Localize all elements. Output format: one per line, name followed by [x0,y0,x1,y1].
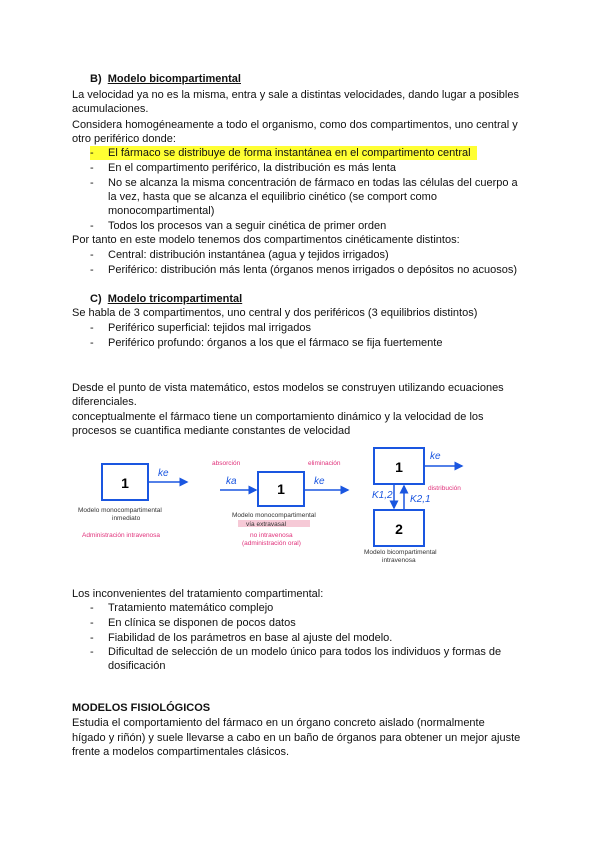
paragraph: Se habla de 3 compartimentos, uno central y dos periféricos (3 equilibrios distintos) [72,307,478,319]
list-item-text: No se alcanza la misma concentración de fármaco en todas las células del cuerpo a [108,177,518,189]
list-item: - No se alcanza la misma concentración de fármaco en todas las células del cuerpo a [90,177,518,189]
list-item: - Central: distribución instantánea (agua y tejidos irrigados) [90,249,389,261]
paragraph: otro periférico donde: [72,133,176,145]
list-item-text: Periférico superficial: tejidos mal irrigados [108,322,311,334]
list-item-text: Periférico: distribución más lenta (órganos menos irrigados o depósitos no acuosos) [108,264,518,276]
list-item-cont: monocompartimental) [108,205,215,217]
model-caption: inmediato [112,515,141,522]
rate-constant-label: K1,2 [372,490,393,501]
compartment-number: 1 [121,475,129,491]
list-item: - En clínica se disponen de pocos datos [90,617,296,629]
list-item: - Dificultad de selección de un modelo único para todos los individuos y formas de [90,646,502,658]
list-item: - Todos los procesos van a seguir cinética de primer orden [90,220,387,232]
list-item-text: Central: distribución instantánea (agua y tejidos irrigados) [108,249,389,261]
paragraph: diferenciales. [72,396,137,408]
section-b-title: Modelo bicompartimental [107,73,241,85]
list-item: - Fiabilidad de los parámetros en base al ajuste del modelo. [90,632,393,644]
list-item-text: Fiabilidad de los parámetros en base al ajuste del modelo. [108,632,393,644]
paragraph: frente a modelos compartimentales clásicos. [72,746,290,758]
list-item: - Tratamiento matemático complejo [90,602,274,614]
section-c-heading [90,292,242,306]
paragraph: Desde el punto de vista matemático, estos modelos se construyen utilizando ecuaciones [72,382,504,394]
paragraph: Los inconvenientes del tratamiento compartimental: [72,588,324,600]
paragraph: procesos se cuantifica mediante constantes de velocidad [72,425,351,437]
list-item-text: El fármaco se distribuye de forma instantánea en el compartimento central [108,147,471,159]
paragraph: Por tanto en este modelo tenemos dos compartimentos cinéticamente distintos: [72,234,460,246]
list-item-highlighted: - El fármaco se distribuye de forma instantánea en el compartimento central [90,146,477,160]
list-item-text: Todos los procesos van a seguir cinética de primer orden [108,220,387,232]
paragraph: Considera homogéneamente a todo el organismo, como dos compartimentos, uno central y [72,119,518,131]
section-c-letter: C) [90,293,102,305]
rate-constant-label: ka [226,476,237,487]
handwritten-note: no intravenosa [250,532,293,539]
rate-constant-label: K2,1 [410,494,431,505]
paragraph: La velocidad ya no es la misma, entra y sale a distintas velocidades, dando lugar a posibles [72,89,519,101]
model-caption: Modelo bicompartimental [364,549,437,556]
handwritten-note: (administración oral) [242,540,301,547]
handwritten-note: absorción [212,460,241,467]
handwritten-note: Administración intravenosa [82,532,161,539]
compartment-number: 1 [277,481,285,497]
list-item-text: En clínica se disponen de pocos datos [108,617,296,629]
model-caption: Modelo monocompartimental [232,512,316,519]
handwritten-note: distribución [428,485,461,492]
section-heading: MODELOS FISIOLÓGICOS [72,702,211,714]
list-item-cont: la vez, hasta que se alcanza el equilibrio cinético (se comport como [108,191,437,203]
list-item: - Periférico superficial: tejidos mal irrigados [90,322,311,334]
model-caption: intravenosa [382,557,416,564]
compartment-models-diagram [60,446,500,574]
list-item: - Periférico: distribución más lenta (órganos menos irrigados o depósitos no acuosos) [90,264,518,276]
section-c-title: Modelo tricompartimental [107,293,243,305]
paragraph: acumulaciones. [72,103,149,115]
list-item-cont: dosificación [108,660,166,672]
list-item: - Periférico profundo: órganos a los que el fármaco se fija fuertemente [90,337,443,349]
list-item-text: Tratamiento matemático complejo [108,602,274,614]
model-caption: Modelo monocompartimental [78,507,162,514]
compartment-number: 1 [395,459,403,475]
rate-constant-label: ke [158,468,169,479]
handwritten-note: eliminación [308,460,341,467]
paragraph: Estudia el comportamiento del fármaco en un órgano concreto aislado (normalmente [72,717,485,729]
model-caption: vía extravasal [246,521,287,528]
paragraph: hígado y riñón) y suele llevarse a cabo en un baño de órganos para obtener un mejor ajuste [72,732,521,744]
list-item-text: En el compartimento periférico, la distribución es más lenta [108,162,396,174]
rate-constant-label: ke [430,451,441,462]
section-b-heading [90,72,241,86]
compartment-number: 2 [395,521,403,537]
list-item-text: Periférico profundo: órganos a los que el fármaco se fija fuertemente [108,337,443,349]
list-item-text: Dificultad de selección de un modelo único para todos los individuos y formas de [108,646,502,658]
paragraph: conceptualmente el fármaco tiene un comportamiento dinámico y la velocidad de los [72,411,484,423]
section-b-letter: B) [90,73,102,85]
rate-constant-label: ke [314,476,325,487]
list-item: - En el compartimento periférico, la distribución es más lenta [90,162,396,174]
